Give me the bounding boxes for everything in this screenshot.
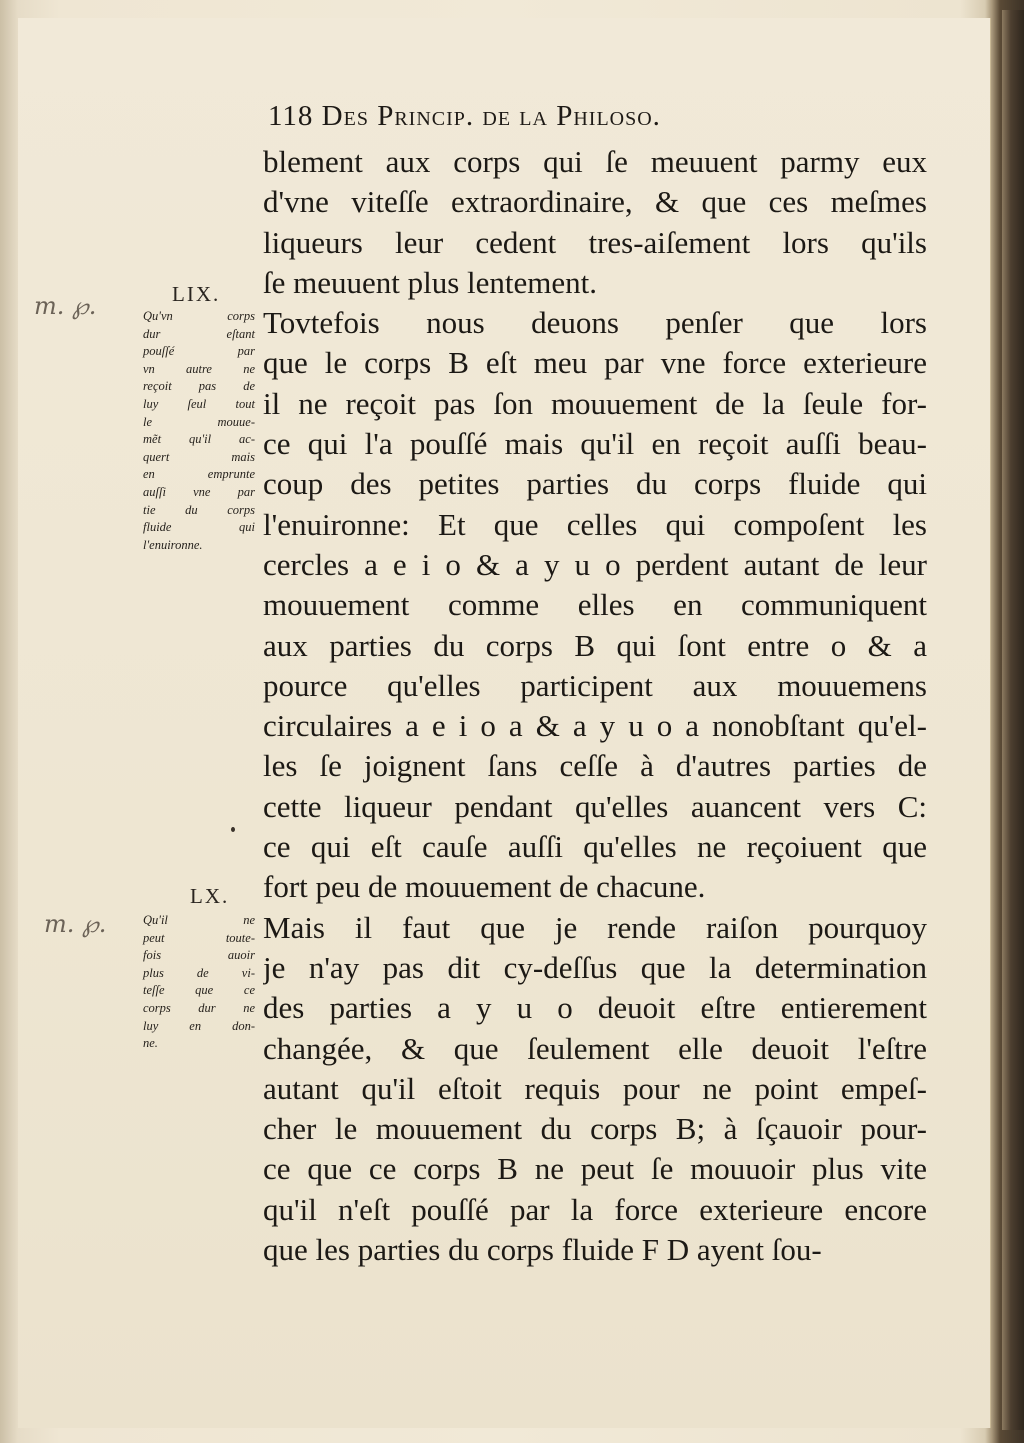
margin-note-line: l'enuironne. [143, 537, 203, 552]
margin-note-line: fluide qui [143, 520, 255, 535]
section-number-60: LX. [190, 884, 230, 908]
text-line: ſe meuuent plus lentement. [263, 264, 598, 300]
text-line: les ſe joignent ſans ceſſe à d'autres parties de [263, 748, 927, 784]
margin-note-line: teſſe que ce [143, 983, 255, 998]
text-line: autant qu'il eſtoit requis pour ne point empeſ- [263, 1070, 927, 1106]
ink-mark [231, 827, 235, 832]
margin-note-line: ne. [143, 1036, 158, 1051]
margin-note-line: le mouue- [143, 414, 255, 429]
handwritten-annotation-2: m. ℘. [44, 910, 107, 938]
body-text [263, 142, 927, 1270]
margin-note-line: reçoit pas de [143, 379, 255, 394]
margin-note-line: mẽt qu'il ac- [143, 432, 255, 447]
text-line: cher le mouuement du corps B; à ſçauoir pour- [263, 1111, 927, 1147]
text-line: circulaires a e i o a & a y u o a nonobſtant qu'el- [263, 708, 927, 744]
margin-note-line: luy ſeul tout [143, 396, 255, 411]
handwritten-annotation-1: m. ℘. [34, 292, 97, 320]
margin-note-line: peut toute- [143, 930, 255, 945]
margin-note-line: tie du corps [143, 502, 255, 517]
margin-note-line: en emprunte [143, 467, 255, 482]
margin-note-59 [143, 308, 255, 554]
text-line: que les parties du corps fluide F D ayent ſou- [263, 1232, 822, 1268]
text-line: cette liqueur pendant qu'elles auancent vers C: [263, 788, 927, 824]
text-line: Tovtefois nous deuons penſer que lors [263, 305, 927, 341]
text-line: liqueurs leur cedent tres-aiſement lors qu'ils [263, 224, 927, 260]
text-line: cercles a e i o & a y u o perdent autant de leur [263, 546, 927, 582]
text-line: des parties a y u o deuoit eſtre entierement [263, 990, 927, 1026]
margin-note-line: Qu'il ne [143, 913, 255, 927]
margin-note-line: plus de vi- [143, 965, 255, 980]
text-line: qu'il n'eſt pouſſé par la force exterieure encore [263, 1191, 927, 1227]
text-line: ce que ce corps B ne peut ſe mouuoir plus vite [263, 1151, 927, 1187]
text-line: Mais il faut que je rende raiſon pourquoy [263, 909, 927, 945]
text-line: que le corps B eſt meu par vne force exterieure [263, 345, 927, 381]
text-line: coup des petites parties du corps fluide qui [263, 466, 927, 502]
margin-note-line: auſſi vne par [143, 484, 255, 499]
text-line: pource qu'elles participent aux mouuemens [263, 667, 927, 703]
running-header: 118 Des Princip. de la Philoso. [268, 100, 661, 132]
text-line: d'vne viteſſe extraordinaire, & que ces meſmes [263, 184, 927, 220]
margin-note-line: Qu'vn corps [143, 309, 255, 323]
text-line: mouuement comme elles en communiquent [263, 587, 927, 623]
text-line: changée, & que ſeulement elle deuoit l'eſtre [263, 1030, 927, 1066]
text-line: il ne reçoit pas ſon mouuement de la ſeule for- [263, 385, 927, 421]
margin-note-line: fois auoir [143, 948, 255, 963]
margin-note-60 [143, 912, 255, 1053]
margin-note-line: vn autre ne [143, 361, 255, 376]
text-line: je n'ay pas dit cy-deſſus que la determination [263, 949, 927, 985]
margin-note-line: luy en don- [143, 1018, 255, 1033]
margin-note-line: pouſſé par [143, 344, 255, 359]
text-line: fort peu de mouuement de chacune. [263, 869, 706, 905]
text-line: ce qui l'a pouſſé mais qu'il en reçoit auſſi beau- [263, 426, 927, 462]
text-line: ce qui eſt cauſe auſſi qu'elles ne reçoiuent que [263, 829, 927, 865]
text-line: l'enuironne: Et que celles qui compoſent les [263, 506, 927, 542]
margin-note-line: corps dur ne [143, 1000, 255, 1015]
margin-note-line: dur eſtant [143, 326, 255, 341]
text-line: blement aux corps qui ſe meuuent parmy eux [263, 144, 927, 179]
text-line: aux parties du corps B qui ſont entre o & a [263, 627, 927, 663]
section-number-59: LIX. [172, 282, 221, 306]
margin-note-line: quert mais [143, 449, 255, 464]
book-edge [1002, 10, 1024, 1430]
